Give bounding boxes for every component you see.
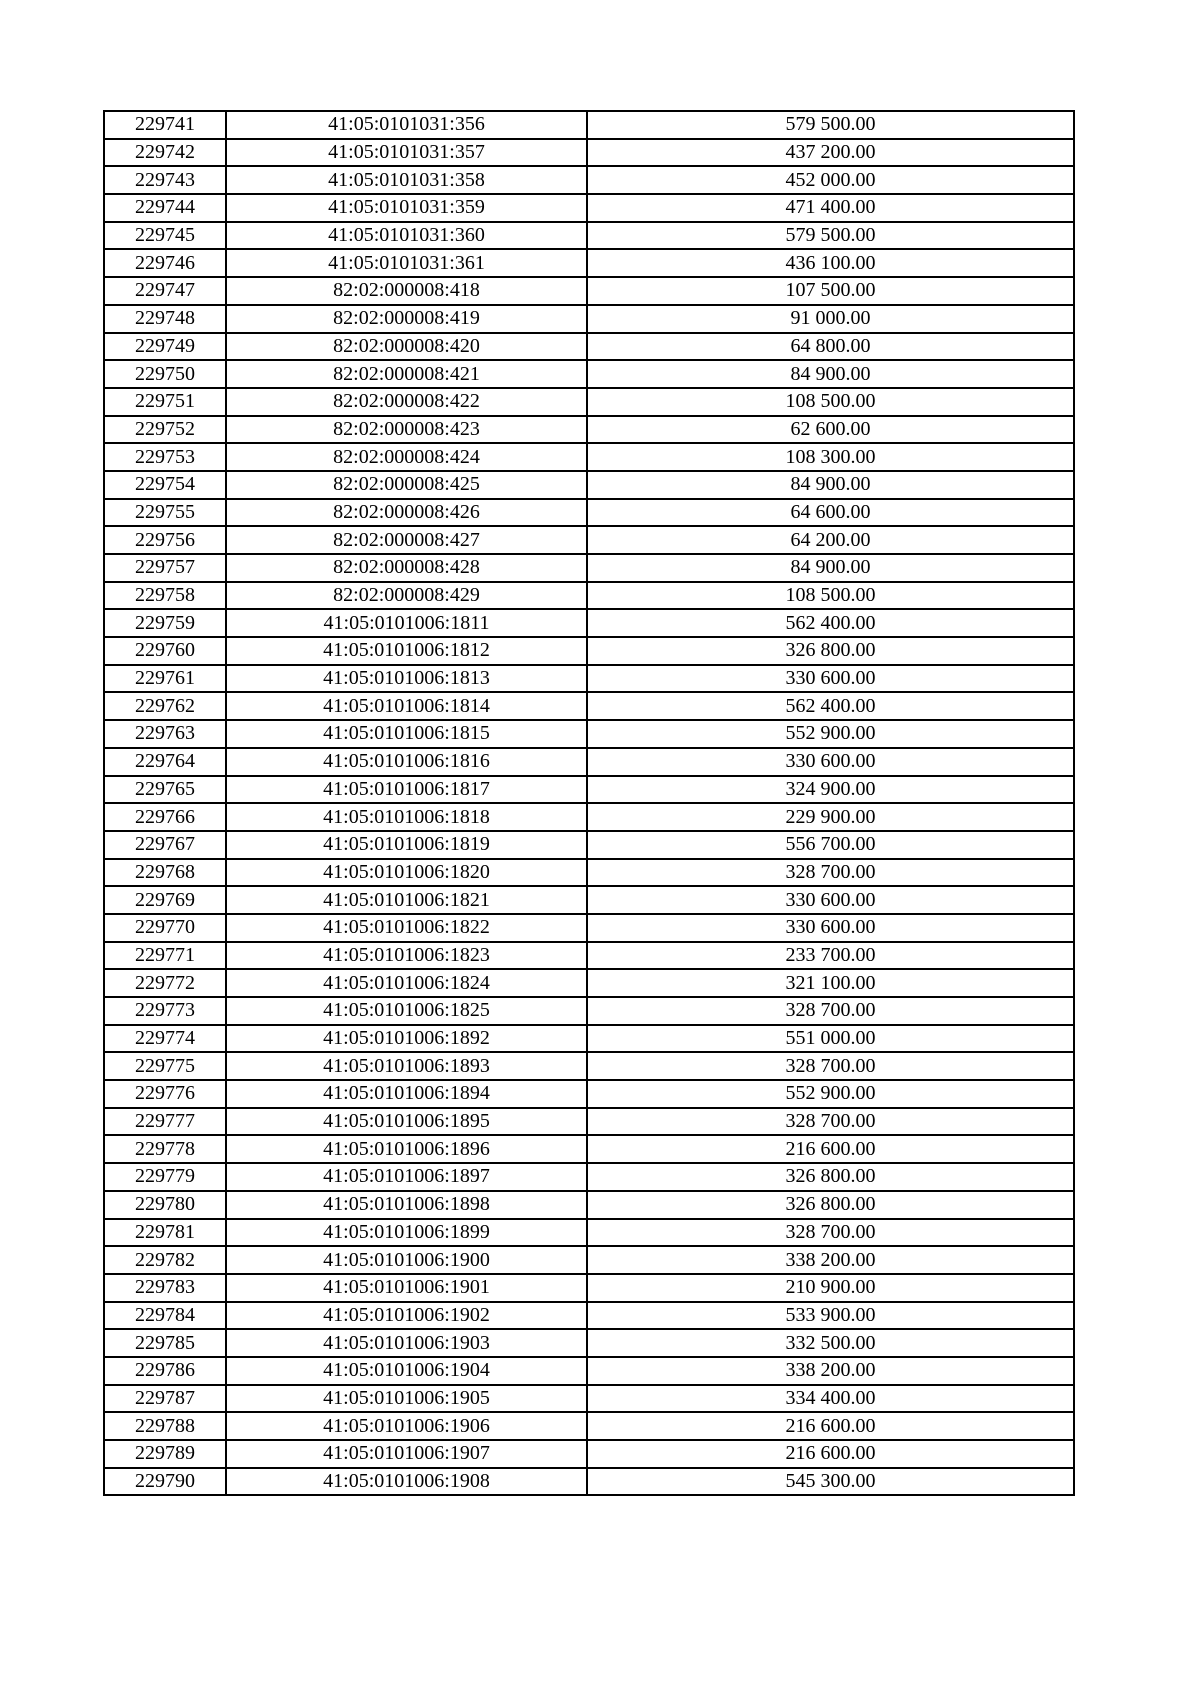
cadastral-number-cell: 41:05:0101006:1895 xyxy=(226,1108,587,1136)
table-row xyxy=(104,1191,1074,1219)
cadastral-number-cell: 82:02:000008:420 xyxy=(226,333,587,361)
table-row xyxy=(104,914,1074,942)
cadastral-value-cell: 551 000.00 xyxy=(587,1025,1074,1053)
row-id-cell: 229779 xyxy=(104,1163,226,1191)
table-row xyxy=(104,665,1074,693)
cadastral-number-cell: 41:05:0101006:1904 xyxy=(226,1357,587,1385)
row-id-cell: 229780 xyxy=(104,1191,226,1219)
cadastral-number-cell: 41:05:0101031:359 xyxy=(226,194,587,222)
cadastral-value-cell: 62 600.00 xyxy=(587,416,1074,444)
cadastral-value-cell: 330 600.00 xyxy=(587,886,1074,914)
cadastral-number-cell: 41:05:0101006:1893 xyxy=(226,1052,587,1080)
row-id-cell: 229776 xyxy=(104,1080,226,1108)
cadastral-value-cell: 579 500.00 xyxy=(587,111,1074,139)
row-id-cell: 229757 xyxy=(104,554,226,582)
row-id-cell: 229743 xyxy=(104,166,226,194)
cadastral-value-cell: 338 200.00 xyxy=(587,1246,1074,1274)
table-row xyxy=(104,1412,1074,1440)
cadastral-value-cell: 326 800.00 xyxy=(587,1163,1074,1191)
row-id-cell: 229775 xyxy=(104,1052,226,1080)
cadastral-number-cell: 41:05:0101031:358 xyxy=(226,166,587,194)
cadastral-number-cell: 41:05:0101006:1898 xyxy=(226,1191,587,1219)
cadastral-value-cell: 84 900.00 xyxy=(587,554,1074,582)
table-row xyxy=(104,305,1074,333)
cadastral-number-cell: 41:05:0101006:1817 xyxy=(226,776,587,804)
table-row xyxy=(104,1080,1074,1108)
table-row xyxy=(104,803,1074,831)
cadastral-number-cell: 82:02:000008:429 xyxy=(226,582,587,610)
row-id-cell: 229748 xyxy=(104,305,226,333)
table-row xyxy=(104,637,1074,665)
row-id-cell: 229771 xyxy=(104,942,226,970)
cadastral-value-cell: 326 800.00 xyxy=(587,1191,1074,1219)
table-row xyxy=(104,443,1074,471)
table-row xyxy=(104,776,1074,804)
cadastral-number-cell: 41:05:0101031:357 xyxy=(226,139,587,167)
cadastral-number-cell: 41:05:0101006:1902 xyxy=(226,1302,587,1330)
row-id-cell: 229767 xyxy=(104,831,226,859)
cadastral-value-cell: 330 600.00 xyxy=(587,914,1074,942)
table-body xyxy=(104,111,1074,1495)
cadastral-number-cell: 82:02:000008:426 xyxy=(226,499,587,527)
table-row xyxy=(104,277,1074,305)
row-id-cell: 229764 xyxy=(104,748,226,776)
cadastral-value-cell: 562 400.00 xyxy=(587,692,1074,720)
cadastral-number-cell: 41:05:0101006:1906 xyxy=(226,1412,587,1440)
cadastral-number-cell: 41:05:0101006:1894 xyxy=(226,1080,587,1108)
row-id-cell: 229752 xyxy=(104,416,226,444)
row-id-cell: 229751 xyxy=(104,388,226,416)
table-row xyxy=(104,1468,1074,1496)
cadastral-number-cell: 41:05:0101006:1815 xyxy=(226,720,587,748)
row-id-cell: 229790 xyxy=(104,1468,226,1496)
table-row xyxy=(104,139,1074,167)
cadastral-number-cell: 41:05:0101006:1811 xyxy=(226,609,587,637)
cadastral-number-cell: 41:05:0101006:1901 xyxy=(226,1274,587,1302)
row-id-cell: 229772 xyxy=(104,969,226,997)
cadastral-number-cell: 41:05:0101031:356 xyxy=(226,111,587,139)
row-id-cell: 229778 xyxy=(104,1135,226,1163)
table-row xyxy=(104,499,1074,527)
cadastral-value-cell: 324 900.00 xyxy=(587,776,1074,804)
cadastral-value-cell: 579 500.00 xyxy=(587,222,1074,250)
row-id-cell: 229746 xyxy=(104,249,226,277)
cadastral-value-cell: 64 200.00 xyxy=(587,526,1074,554)
row-id-cell: 229753 xyxy=(104,443,226,471)
cadastral-value-cell: 210 900.00 xyxy=(587,1274,1074,1302)
table-row xyxy=(104,333,1074,361)
cadastral-number-cell: 41:05:0101006:1812 xyxy=(226,637,587,665)
table-row xyxy=(104,554,1074,582)
row-id-cell: 229759 xyxy=(104,609,226,637)
cadastral-number-cell: 41:05:0101006:1816 xyxy=(226,748,587,776)
cadastral-value-cell: 533 900.00 xyxy=(587,1302,1074,1330)
table-row xyxy=(104,859,1074,887)
table-row xyxy=(104,1052,1074,1080)
cadastral-value-cell: 334 400.00 xyxy=(587,1385,1074,1413)
table-row xyxy=(104,249,1074,277)
cadastral-value-cell: 330 600.00 xyxy=(587,665,1074,693)
cadastral-number-cell: 82:02:000008:422 xyxy=(226,388,587,416)
row-id-cell: 229777 xyxy=(104,1108,226,1136)
table-row xyxy=(104,1329,1074,1357)
cadastral-value-cell: 108 500.00 xyxy=(587,388,1074,416)
table-row xyxy=(104,1108,1074,1136)
row-id-cell: 229745 xyxy=(104,222,226,250)
table-row xyxy=(104,360,1074,388)
table-row xyxy=(104,969,1074,997)
cadastral-value-cell: 216 600.00 xyxy=(587,1412,1074,1440)
row-id-cell: 229762 xyxy=(104,692,226,720)
cadastral-number-cell: 41:05:0101006:1899 xyxy=(226,1219,587,1247)
cadastral-number-cell: 41:05:0101006:1818 xyxy=(226,803,587,831)
table-row xyxy=(104,1302,1074,1330)
cadastral-number-cell: 82:02:000008:428 xyxy=(226,554,587,582)
cadastral-number-cell: 41:05:0101006:1823 xyxy=(226,942,587,970)
row-id-cell: 229756 xyxy=(104,526,226,554)
row-id-cell: 229749 xyxy=(104,333,226,361)
cadastral-value-cell: 84 900.00 xyxy=(587,471,1074,499)
table-row xyxy=(104,111,1074,139)
cadastral-value-cell: 328 700.00 xyxy=(587,859,1074,887)
table-row xyxy=(104,1025,1074,1053)
cadastral-value-cell: 326 800.00 xyxy=(587,637,1074,665)
table-row xyxy=(104,1246,1074,1274)
cadastral-value-cell: 332 500.00 xyxy=(587,1329,1074,1357)
row-id-cell: 229781 xyxy=(104,1219,226,1247)
table-row xyxy=(104,720,1074,748)
table-row xyxy=(104,194,1074,222)
table-row xyxy=(104,471,1074,499)
cadastral-number-cell: 41:05:0101006:1903 xyxy=(226,1329,587,1357)
row-id-cell: 229763 xyxy=(104,720,226,748)
table-row xyxy=(104,1219,1074,1247)
row-id-cell: 229747 xyxy=(104,277,226,305)
table-row xyxy=(104,1357,1074,1385)
cadastral-value-cell: 452 000.00 xyxy=(587,166,1074,194)
row-id-cell: 229789 xyxy=(104,1440,226,1468)
cadastral-value-cell: 338 200.00 xyxy=(587,1357,1074,1385)
row-id-cell: 229787 xyxy=(104,1385,226,1413)
cadastral-number-cell: 82:02:000008:423 xyxy=(226,416,587,444)
cadastral-value-cell: 552 900.00 xyxy=(587,1080,1074,1108)
cadastral-value-cell: 562 400.00 xyxy=(587,609,1074,637)
cadastral-value-cell: 436 100.00 xyxy=(587,249,1074,277)
cadastral-number-cell: 41:05:0101006:1822 xyxy=(226,914,587,942)
cadastral-number-cell: 41:05:0101006:1905 xyxy=(226,1385,587,1413)
cadastral-value-cell: 328 700.00 xyxy=(587,1052,1074,1080)
table-row xyxy=(104,1274,1074,1302)
row-id-cell: 229755 xyxy=(104,499,226,527)
table-row xyxy=(104,609,1074,637)
cadastral-number-cell: 41:05:0101006:1897 xyxy=(226,1163,587,1191)
cadastral-number-cell: 82:02:000008:419 xyxy=(226,305,587,333)
table-row xyxy=(104,942,1074,970)
cadastral-number-cell: 41:05:0101031:360 xyxy=(226,222,587,250)
table-row xyxy=(104,1135,1074,1163)
cadastral-number-cell: 41:05:0101006:1819 xyxy=(226,831,587,859)
row-id-cell: 229769 xyxy=(104,886,226,914)
table-row xyxy=(104,1440,1074,1468)
cadastral-value-cell: 330 600.00 xyxy=(587,748,1074,776)
table-row xyxy=(104,748,1074,776)
cadastral-number-cell: 82:02:000008:421 xyxy=(226,360,587,388)
row-id-cell: 229741 xyxy=(104,111,226,139)
cadastral-value-cell: 471 400.00 xyxy=(587,194,1074,222)
cadastral-number-cell: 41:05:0101006:1824 xyxy=(226,969,587,997)
cadastral-number-cell: 41:05:0101006:1892 xyxy=(226,1025,587,1053)
row-id-cell: 229766 xyxy=(104,803,226,831)
cadastral-number-cell: 82:02:000008:418 xyxy=(226,277,587,305)
cadastral-number-cell: 41:05:0101006:1825 xyxy=(226,997,587,1025)
cadastral-value-cell: 545 300.00 xyxy=(587,1468,1074,1496)
row-id-cell: 229783 xyxy=(104,1274,226,1302)
row-id-cell: 229760 xyxy=(104,637,226,665)
table-row xyxy=(104,388,1074,416)
cadastral-value-cell: 91 000.00 xyxy=(587,305,1074,333)
row-id-cell: 229784 xyxy=(104,1302,226,1330)
row-id-cell: 229786 xyxy=(104,1357,226,1385)
table-row xyxy=(104,222,1074,250)
cadastral-number-cell: 82:02:000008:427 xyxy=(226,526,587,554)
cadastral-value-cell: 64 600.00 xyxy=(587,499,1074,527)
cadastral-value-cell: 216 600.00 xyxy=(587,1440,1074,1468)
cadastral-number-cell: 41:05:0101006:1813 xyxy=(226,665,587,693)
table-row xyxy=(104,526,1074,554)
row-id-cell: 229758 xyxy=(104,582,226,610)
table-row xyxy=(104,831,1074,859)
row-id-cell: 229773 xyxy=(104,997,226,1025)
cadastral-value-cell: 229 900.00 xyxy=(587,803,1074,831)
table-row xyxy=(104,692,1074,720)
row-id-cell: 229788 xyxy=(104,1412,226,1440)
cadastral-value-cell: 552 900.00 xyxy=(587,720,1074,748)
cadastral-value-cell: 108 300.00 xyxy=(587,443,1074,471)
table-row xyxy=(104,416,1074,444)
cadastral-number-cell: 41:05:0101006:1900 xyxy=(226,1246,587,1274)
table-row xyxy=(104,886,1074,914)
cadastral-number-cell: 41:05:0101006:1814 xyxy=(226,692,587,720)
cadastral-value-cell: 64 800.00 xyxy=(587,333,1074,361)
cadastral-number-cell: 41:05:0101031:361 xyxy=(226,249,587,277)
table-row xyxy=(104,1163,1074,1191)
row-id-cell: 229742 xyxy=(104,139,226,167)
cadastral-value-cell: 321 100.00 xyxy=(587,969,1074,997)
cadastral-value-cell: 84 900.00 xyxy=(587,360,1074,388)
cadastral-number-cell: 41:05:0101006:1907 xyxy=(226,1440,587,1468)
cadastral-number-cell: 82:02:000008:424 xyxy=(226,443,587,471)
row-id-cell: 229782 xyxy=(104,1246,226,1274)
table-row xyxy=(104,166,1074,194)
table-row xyxy=(104,582,1074,610)
cadastral-value-table xyxy=(103,110,1075,1496)
cadastral-value-cell: 108 500.00 xyxy=(587,582,1074,610)
cadastral-value-cell: 328 700.00 xyxy=(587,1219,1074,1247)
cadastral-value-cell: 437 200.00 xyxy=(587,139,1074,167)
cadastral-value-cell: 556 700.00 xyxy=(587,831,1074,859)
row-id-cell: 229744 xyxy=(104,194,226,222)
row-id-cell: 229768 xyxy=(104,859,226,887)
cadastral-number-cell: 41:05:0101006:1821 xyxy=(226,886,587,914)
row-id-cell: 229761 xyxy=(104,665,226,693)
row-id-cell: 229754 xyxy=(104,471,226,499)
cadastral-value-cell: 107 500.00 xyxy=(587,277,1074,305)
cadastral-number-cell: 41:05:0101006:1908 xyxy=(226,1468,587,1496)
cadastral-value-cell: 233 700.00 xyxy=(587,942,1074,970)
cadastral-number-cell: 41:05:0101006:1820 xyxy=(226,859,587,887)
cadastral-number-cell: 82:02:000008:425 xyxy=(226,471,587,499)
cadastral-number-cell: 41:05:0101006:1896 xyxy=(226,1135,587,1163)
table-row xyxy=(104,1385,1074,1413)
cadastral-value-cell: 328 700.00 xyxy=(587,997,1074,1025)
row-id-cell: 229785 xyxy=(104,1329,226,1357)
cadastral-value-cell: 328 700.00 xyxy=(587,1108,1074,1136)
row-id-cell: 229774 xyxy=(104,1025,226,1053)
row-id-cell: 229750 xyxy=(104,360,226,388)
cadastral-value-cell: 216 600.00 xyxy=(587,1135,1074,1163)
row-id-cell: 229765 xyxy=(104,776,226,804)
row-id-cell: 229770 xyxy=(104,914,226,942)
table-row xyxy=(104,997,1074,1025)
